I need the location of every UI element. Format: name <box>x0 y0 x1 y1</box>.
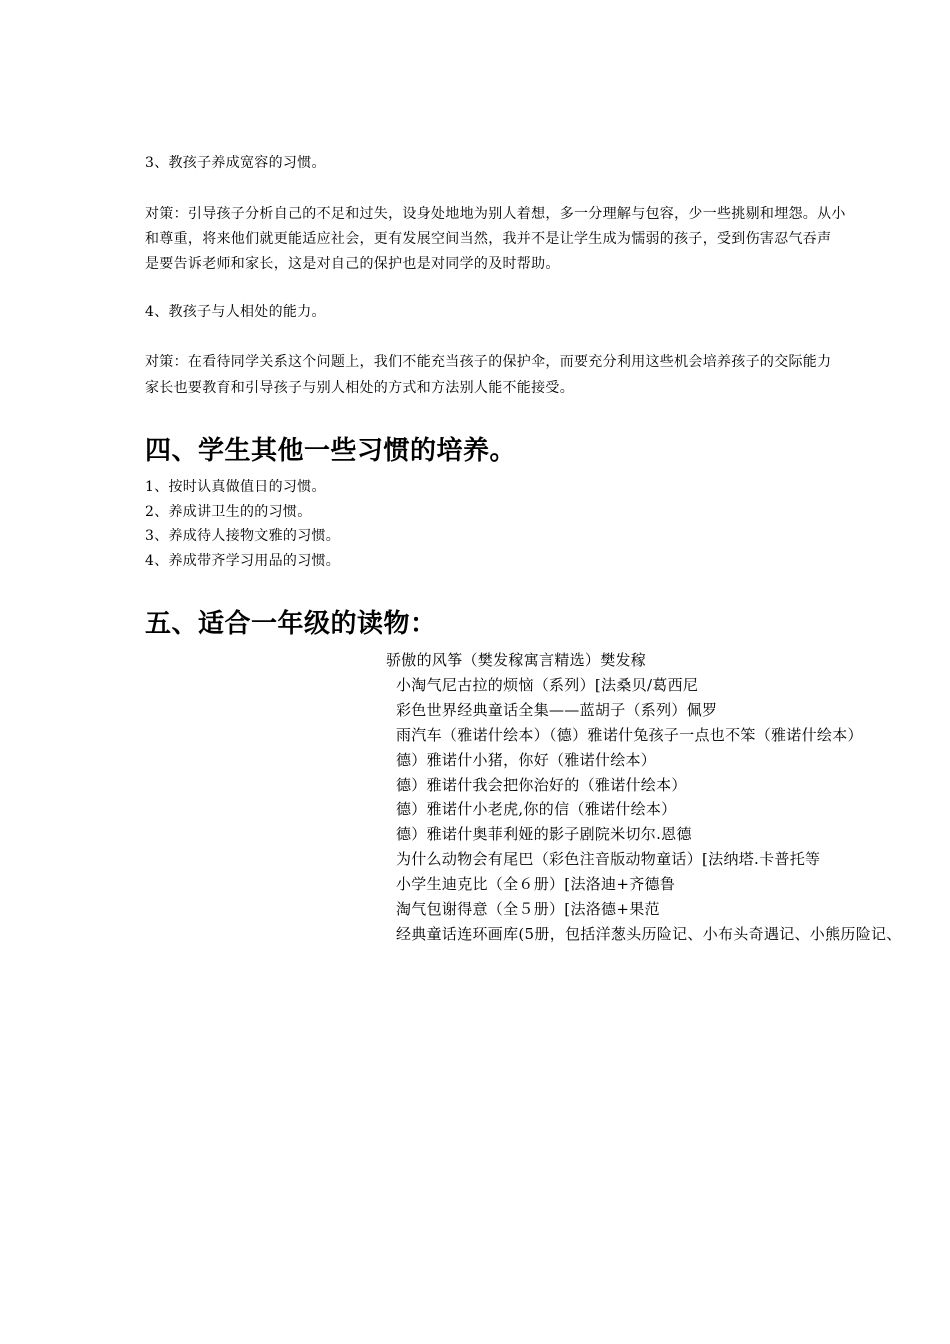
book-item-4: 雨汽车（雅诺什绘本）（德）雅诺什兔孩子一点也不笨（雅诺什绘本） <box>396 726 863 744</box>
book-item-6: 德）雅诺什我会把你治好的（雅诺什绘本） <box>396 776 687 794</box>
other-habit-item-3: 3、养成待人接物文雅的习惯。 <box>145 528 341 544</box>
book-item-3: 彩色世界经典童话全集——蓝胡子（系列）佩罗 <box>396 701 718 719</box>
book-item-12: 经典童话连环画库(5册，包括洋葱头历险记、小布头奇遇记、小熊历险记、 <box>396 925 902 943</box>
book-item-11: 淘气包谢得意（全５册）[法洛德+果范 <box>396 900 660 918</box>
habit-item-3-title: 3、教孩子养成宽容的习惯。 <box>145 155 326 171</box>
habit-item-4-strategy-line-1: 对策：在看待同学关系这个问题上，我们不能充当孩子的保护伞，而要充分利用这些机会培养孩子的交际能力 <box>145 354 832 370</box>
book-item-8: 德）雅诺什奥菲利娅的影子剧院米切尔.恩德 <box>396 825 692 843</box>
section-4-heading: 四、学生其他一些习惯的培养。 <box>145 436 517 466</box>
habit-item-3-strategy-line-1: 对策：引导孩子分析自己的不足和过失，设身处地地为别人着想，多一分理解与包容，少一些挑剔和埋怨。从小 <box>145 206 846 222</box>
habit-item-4-title: 4、教孩子与人相处的能力。 <box>145 304 326 320</box>
habit-item-4-strategy-line-2: 家长也要教育和引导孩子与别人相处的方式和方法别人能不能接受。 <box>145 380 574 396</box>
section-5-heading: 五、适合一年级的读物： <box>145 609 437 639</box>
book-item-7: 德）雅诺什小老虎,你的信（雅诺什绘本） <box>396 800 677 818</box>
book-item-10: 小学生迪克比（全６册）[法洛迪+齐德鲁 <box>396 875 676 893</box>
other-habit-item-4: 4、养成带齐学习用品的习惯。 <box>145 553 341 569</box>
other-habit-item-1: 1、按时认真做值日的习惯。 <box>145 479 326 495</box>
book-item-9: 为什么动物会有尾巴（彩色注音版动物童话）[法纳塔.卡普托等 <box>396 850 821 868</box>
book-item-5: 德）雅诺什小猪，你好（雅诺什绘本） <box>396 751 657 769</box>
other-habit-item-2: 2、养成讲卫生的的习惯。 <box>145 504 312 520</box>
habit-item-3-strategy-line-3: 是要告诉老师和家长，这是对自己的保护也是对同学的及时帮助。 <box>145 256 560 272</box>
book-item-1: 骄傲的风筝（樊发稼寓言精选）樊发稼 <box>386 651 647 669</box>
book-item-2: 小淘气尼古拉的烦恼（系列）[法桑贝/葛西尼 <box>396 676 699 694</box>
habit-item-3-strategy-line-2: 和尊重，将来他们就更能适应社会，更有发展空间当然，我并不是让学生成为懦弱的孩子，受到伤害忍气吞声 <box>145 231 832 247</box>
